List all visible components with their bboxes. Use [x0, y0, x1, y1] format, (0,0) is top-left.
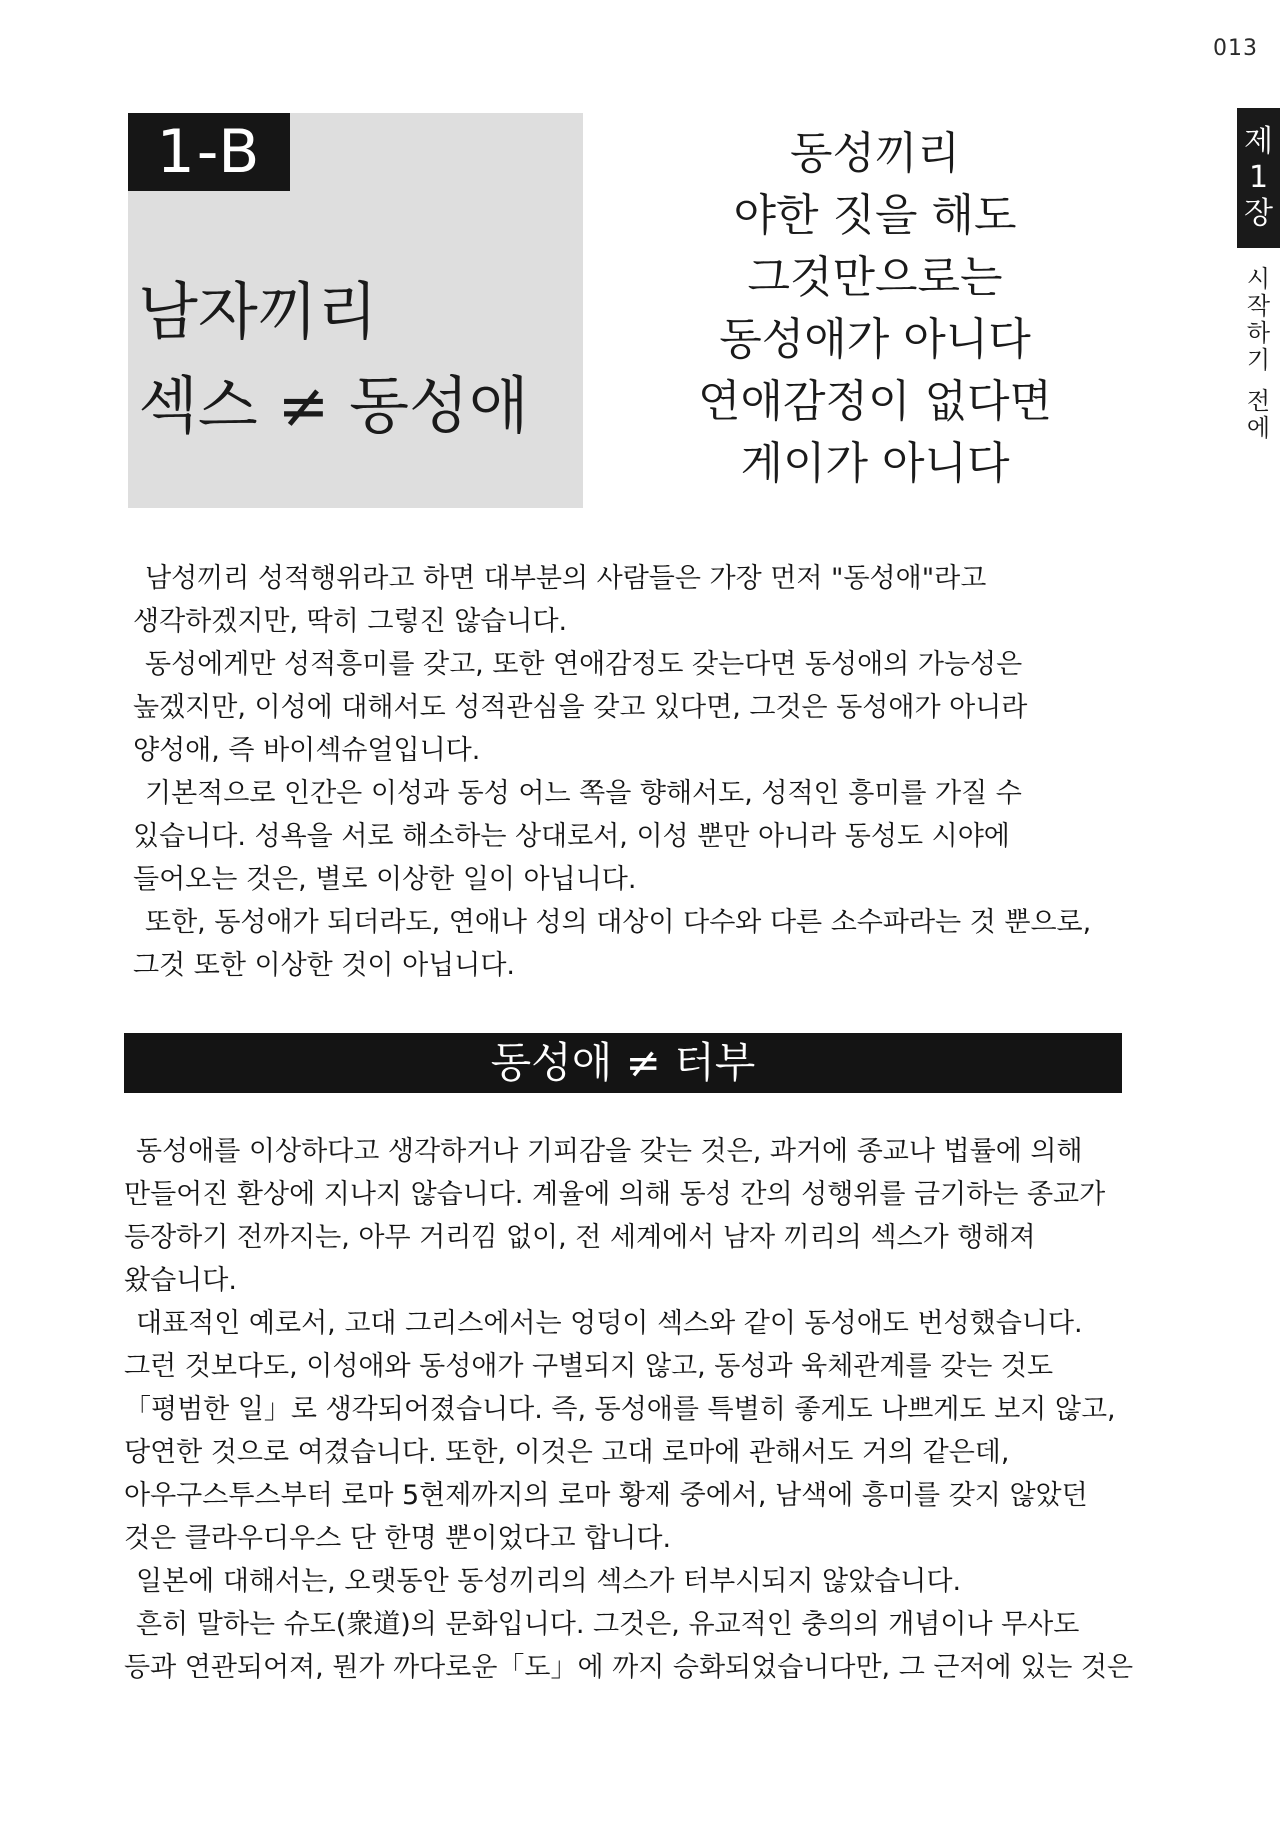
chapter-subtitle-char: 기	[1246, 346, 1271, 374]
summary-line: 게이가 아니다	[740, 438, 1010, 489]
body-line: 것은 클라우디우스 단 한명 뿐이었다고 합니다.	[124, 1523, 672, 1554]
chapter-tab	[1237, 108, 1280, 248]
body-section-1	[133, 557, 1143, 987]
summary-line: 연애감정이 없다면	[697, 376, 1053, 427]
summary-line: 동성끼리	[789, 128, 960, 179]
chapter-subtitle-char: 전	[1246, 387, 1271, 415]
body-line: 만들어진 환상에 지나지 않습니다. 계율에 의해 동성 간의 성행위를 금기하는 종교가	[124, 1179, 1106, 1210]
headline-line: 섹스 ≠ 동성애	[138, 369, 529, 442]
body-line: 대표적인 예로서, 고대 그리스에서는 엉덩이 섹스와 같이 동성애도 번성했습니다.	[136, 1308, 1083, 1339]
summary-line: 동성애가 아니다	[719, 314, 1031, 365]
summary	[640, 123, 1110, 495]
chapter-subtitle-char: 시	[1246, 265, 1271, 293]
body-line: 왔습니다.	[124, 1265, 237, 1296]
summary-line: 야한 짓을 해도	[733, 190, 1017, 241]
page-number: 013	[1213, 36, 1258, 61]
chapter-tab-char: 제	[1244, 124, 1273, 159]
body-line: 흔히 말하는 슈도(衆道)의 문화입니다. 그것은, 유교적인 충의의 개념이나 무사도	[136, 1609, 1080, 1640]
body-line: 일본에 대해서는, 오랫동안 동성끼리의 섹스가 터부시되지 않았습니다.	[136, 1566, 962, 1597]
chapter-tab-char: 장	[1244, 196, 1273, 231]
body-line: 동성애를 이상하다고 생각하거나 기피감을 갖는 것은, 과거에 종교나 법률에 의해	[136, 1136, 1083, 1167]
chapter-subtitle-char: 작	[1246, 292, 1271, 320]
body-line: 기본적으로 인간은 이성과 동성 어느 쪽을 향해서도, 성적인 흥미를 가질 수	[145, 778, 1022, 809]
section-code: 1-B	[128, 113, 290, 191]
headline	[138, 265, 578, 453]
body-line: 생각하겠지만, 딱히 그렇진 않습니다.	[133, 606, 568, 637]
summary-line: 그것만으로는	[747, 252, 1003, 303]
body-line: 남성끼리 성적행위라고 하면 대부분의 사람들은 가장 먼저 "동성애"라고	[145, 563, 987, 594]
chapter-subtitle-char: 하	[1246, 319, 1271, 347]
body-line: 「평범한 일」로 생각되어졌습니다. 즉, 동성애를 특별히 좋게도 나쁘게도 보지 않고,	[124, 1394, 1116, 1425]
body-line: 양성애, 즉 바이섹슈얼입니다.	[133, 735, 481, 766]
chapter-subtitle-char: 에	[1246, 414, 1271, 442]
body-line: 그것 또한 이상한 것이 아닙니다.	[133, 950, 515, 981]
body-line: 동성에게만 성적흥미를 갖고, 또한 연애감정도 갖는다면 동성애의 가능성은	[145, 649, 1023, 680]
body-line: 등과 연관되어져, 뭔가 까다로운「도」에 까지 승화되었습니다만, 그 근저에 있는 것은	[124, 1652, 1134, 1683]
chapter-tab-char: 1	[1248, 160, 1269, 195]
body-line: 그런 것보다도, 이성애와 동성애가 구별되지 않고, 동성과 육체관계를 갖는 것도	[124, 1351, 1054, 1382]
body-line: 당연한 것으로 여겼습니다. 또한, 이것은 고대 로마에 관해서도 거의 같은데,	[124, 1437, 1010, 1468]
body-line: 들어오는 것은, 별로 이상한 일이 아닙니다.	[133, 864, 637, 895]
body-section-2	[124, 1130, 1134, 1689]
body-line: 아우구스투스부터 로마 5현제까지의 로마 황제 중에서, 남색에 흥미를 갖지 않았던	[124, 1480, 1088, 1511]
chapter-subtitle	[1237, 266, 1280, 442]
body-line: 있습니다. 성욕을 서로 해소하는 상대로서, 이성 뿐만 아니라 동성도 시야에	[133, 821, 1010, 852]
body-line: 또한, 동성애가 되더라도, 연애나 성의 대상이 다수와 다른 소수파라는 것 뿐으로,	[145, 907, 1092, 938]
body-line: 높겠지만, 이성에 대해서도 성적관심을 갖고 있다면, 그것은 동성애가 아니라	[133, 692, 1028, 723]
headline-line: 남자끼리	[138, 275, 378, 348]
subheading: 동성애 ≠ 터부	[124, 1033, 1122, 1093]
body-line: 등장하기 전까지는, 아무 거리낌 없이, 전 세계에서 남자 끼리의 섹스가 행해져	[124, 1222, 1036, 1253]
